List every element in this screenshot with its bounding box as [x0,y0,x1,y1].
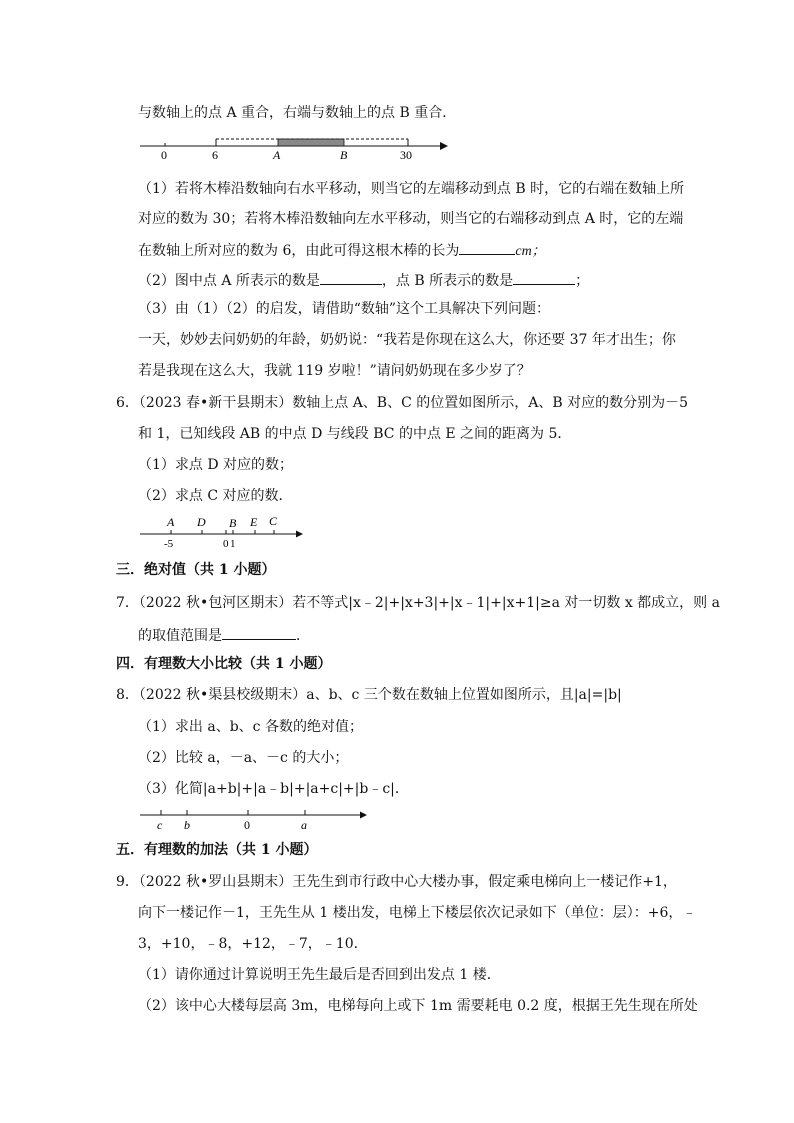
q5-part2-text-c: ； [575,273,590,289]
q9-line2: 向下一楼记作－1，王先生从 1 楼出发，电梯上下楼层依次记录如下（单位：层）：+6，﹣ [138,905,697,921]
section-heading-compare: 四．有理数大小比较（共 1 小题） [116,656,332,672]
q5-intro: 与数轴上的点 A 重合，右端与数轴上的点 B 重合． [138,105,457,121]
label-B: B [229,516,237,530]
label-a: a [301,818,307,832]
section-heading-addition: 五．有理数的加法（共 1 小题） [116,842,318,858]
label-C: C [269,514,278,528]
answer-blank-length[interactable] [459,240,515,255]
q5-part3-line2: 一天，妙妙去问奶奶的年龄，奶奶说：“我若是你现在这么大，你还要 37 年才出生；你 [138,332,676,348]
unit-cm: cm； [515,244,546,259]
answer-blank-A[interactable] [320,270,382,285]
stick-solid [278,139,344,146]
q5-part2 [138,270,589,290]
q7-line2 [138,625,310,645]
label-D: D [197,515,206,529]
q5-part2-text-a: （2）图中点 A 所表示的数是 [138,273,320,289]
label-0: 0 [161,148,167,162]
label-one: 1 [230,538,236,550]
q6-number-line [138,513,308,549]
label-c: c [157,818,163,832]
label-zero: 0 [223,538,229,550]
label-A: A [273,148,281,162]
q5-part3-line3: 若是我现在这么大，我就 119 岁啦！”请问奶奶现在多少岁了？ [138,363,531,379]
label-0: 0 [244,818,250,832]
q5-part3: （3）由（1）（2）的启发，请借助“数轴”这个工具解决下列问题： [138,301,551,317]
q5-part1-line1: （1）若将木棒沿数轴向右水平移动，则当它的左端移动到点 B 时，它的右端在数轴上所 [138,181,685,197]
q6-line2: 和 1，已知线段 AB 的中点 D 与线段 BC 的中点 E 之间的距离为 5． [138,426,572,442]
q6-line1: 6．（2023 春•新干县期末）数轴上点 A、B、C 的位置如图所示，A、B 对应的数分别为－5 [116,395,689,411]
q8-sub2: （2）比较 a，－a、－c 的大小； [138,750,349,766]
label-A: A [167,515,175,529]
q9-line3: 3，+10，﹣8，+12，﹣7，﹣10． [138,936,368,952]
q5-number-line [140,134,470,164]
q9-line1: 9．（2022 秋•罗山县期末）王先生到市行政中心大楼办事，假定乘电梯向上一楼记作+1， [116,874,677,890]
label-E: E [250,515,258,529]
axis-arrow-icon [296,531,303,538]
label-neg5: -5 [164,538,174,550]
label-30: 30 [400,148,412,162]
axis-arrow-icon [440,142,448,150]
q5-part2-text-b: ，点 B 所表示的数是 [381,273,514,289]
answer-blank-B[interactable] [513,270,575,285]
q8-sub3: （3）化简|a+b|+|a﹣b|+|a+c|+|b﹣c|． [138,781,409,797]
q5-part1-line3 [138,240,546,261]
q9-sub1: （1）请你通过计算说明王先生最后是否回到出发点 1 楼． [138,967,501,983]
q6-sub1: （1）求点 D 对应的数； [138,457,294,473]
axis-arrow-icon [360,812,367,819]
label-6: 6 [212,148,218,162]
q7-line1: 7．（2022 秋•包河区期末）若不等式|x﹣2|+|x+3|+|x﹣1|+|x+1|≥a 对一切数 x 都成立，则 a [116,595,720,611]
q8-number-line [138,807,378,837]
label-B: B [340,148,348,162]
q6-sub2: （2）求点 C 对应的数． [138,488,293,504]
q8-sub1: （1）求出 a、b、c 各数的绝对值； [138,719,363,735]
q7-period: ． [296,628,310,644]
q9-sub2: （2）该中心大楼每层高 3m，电梯每向上或下 1m 需要耗电 0.2 度，根据王先生现在所处 [138,998,698,1014]
label-b: b [184,818,190,832]
q7-text: 的取值范围是 [138,628,222,644]
q8-line1: 8．（2022 秋•渠县校级期末）a、b、c 三个数在数轴上位置如图所示，且|a|=|b| [116,687,622,703]
q5-part1-line2: 对应的数为 30；若将木棒沿数轴向左水平移动，则当它的右端移动到点 A 时，它的左端 [138,211,684,227]
answer-blank-range[interactable] [222,625,296,640]
section-heading-absolute-value: 三．绝对值（共 1 小题） [116,562,276,578]
q5-part1-text: 在数轴上所对应的数为 6，由此可得这根木棒的长为 [138,243,460,259]
